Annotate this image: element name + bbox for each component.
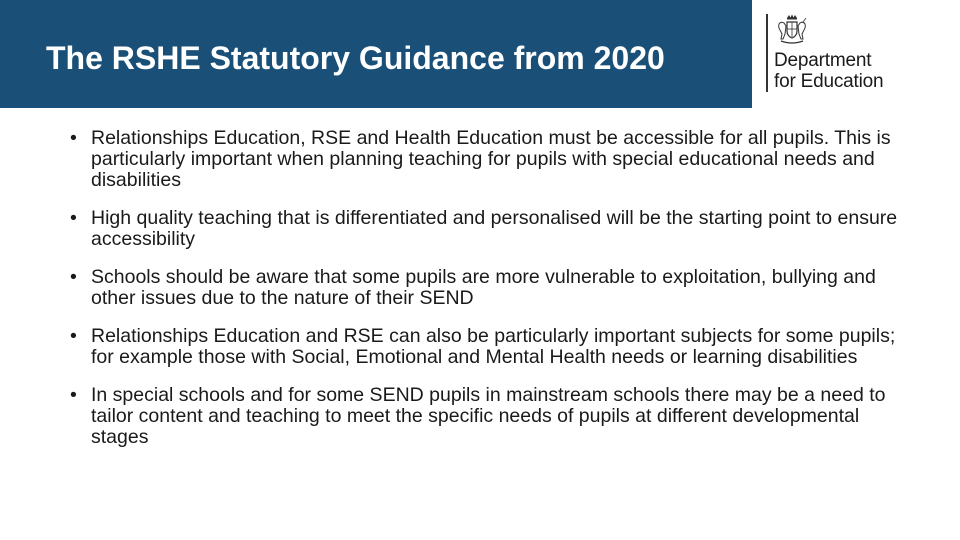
royal-coat-of-arms-icon <box>774 12 810 48</box>
bullet-text: Relationships Education, RSE and Health Education must be accessible for all pupils. This is particularly important when planning teaching for pupils with special educational needs and disabilities <box>91 127 891 191</box>
bullet-item <box>70 128 900 191</box>
bullet-item <box>70 326 900 368</box>
bullet-item <box>70 208 900 250</box>
logo-line-education: for Education <box>774 71 884 92</box>
slide-header <box>0 0 960 108</box>
bullet-text: In special schools and for some SEND pupils in mainstream schools there may be a need to tailor content and teaching to meet the specific needs of pupils at different developmental stages <box>91 384 886 448</box>
bullet-list <box>70 128 900 465</box>
logo-wordmark <box>774 50 883 92</box>
logo-divider <box>766 14 768 92</box>
bullet-item <box>70 385 900 448</box>
slide-title: The RSHE Statutory Guidance from 2020 <box>46 40 665 76</box>
bullet-text: High quality teaching that is differentiated and personalised will be the starting point to ensure accessibility <box>91 207 898 250</box>
bullet-marker: • <box>70 127 77 149</box>
bullet-marker: • <box>70 384 77 406</box>
bullet-marker: • <box>70 266 77 288</box>
bullet-item <box>70 267 900 309</box>
bullet-text: Schools should be aware that some pupils are more vulnerable to exploitation, bullying and other issues due to the nature of their SEND <box>91 266 876 309</box>
dfe-logo <box>752 0 960 108</box>
logo-line-department: Department <box>774 50 872 71</box>
bullet-marker: • <box>70 325 77 347</box>
bullet-marker: • <box>70 207 77 229</box>
bullet-text: Relationships Education and RSE can also be particularly important subjects for some pupils; for example those with Social, Emotional and Mental Health needs or learning disabilities <box>91 325 896 368</box>
